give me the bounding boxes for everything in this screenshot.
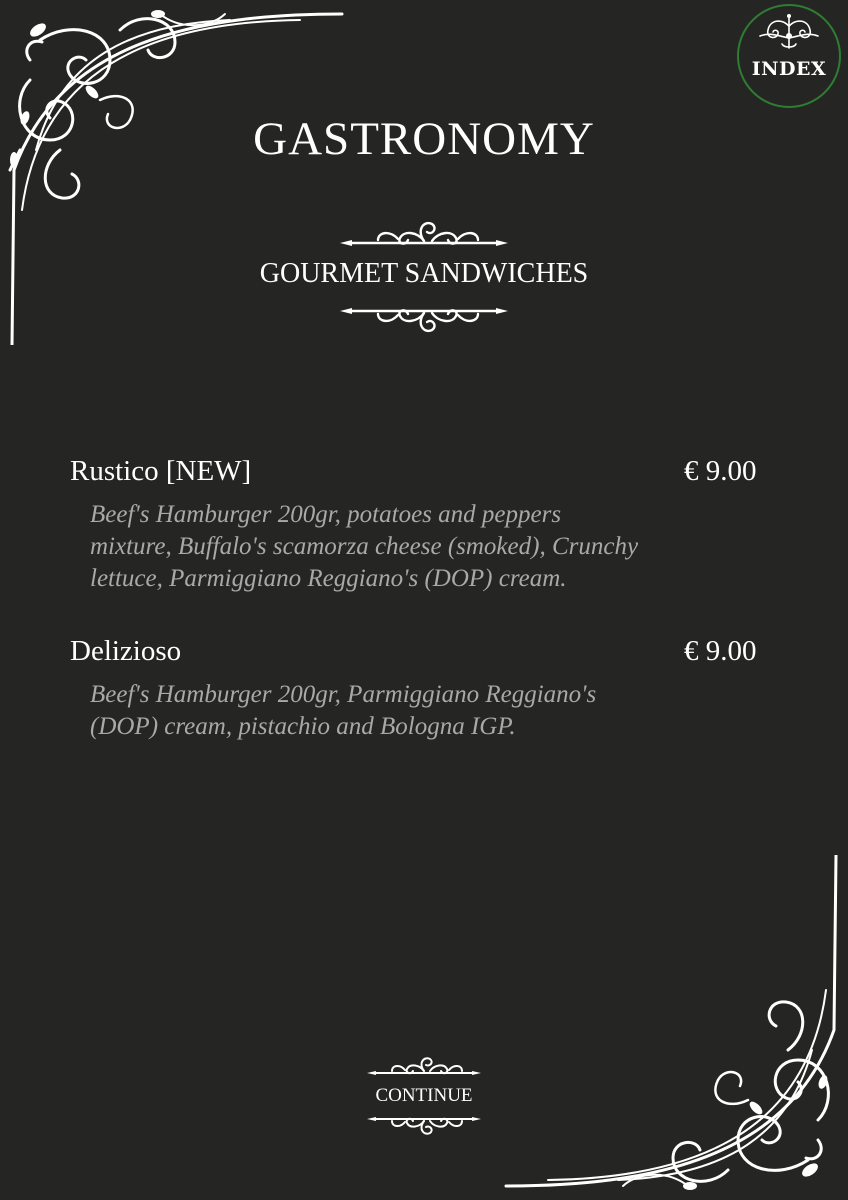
menu-item-description: Beef's Hamburger 200gr, potatoes and peppers mixture, Buffalo's scamorza cheese (smoked), Crunchy lettuce, Parmiggiano Reggiano's (DOP) cream. <box>90 501 639 592</box>
page-title: GASTRONOMY <box>253 113 595 165</box>
menu-item-price: € 9.00 <box>684 635 757 667</box>
index-button[interactable] <box>737 4 841 108</box>
flourish-icon <box>366 1114 482 1140</box>
corner-ornament-bottom-right <box>503 855 848 1200</box>
flourish-divider-top <box>338 214 510 250</box>
continue-button[interactable] <box>366 1052 482 1142</box>
index-label: INDEX <box>751 58 827 80</box>
corner-ornament-top-left <box>0 0 345 345</box>
ornament-icon <box>756 12 822 52</box>
menu-item-description: Beef's Hamburger 200gr, Parmiggiano Reggiano's (DOP) cream, pistachio and Bologna IGP. <box>90 681 597 740</box>
menu-item-name: Rustico [NEW] <box>70 455 252 487</box>
flourish-icon <box>366 1052 482 1078</box>
continue-label: CONTINUE <box>375 1085 473 1106</box>
flourish-divider-bottom <box>338 304 510 340</box>
menu-item-price: € 9.00 <box>684 455 757 487</box>
section-title: GOURMET SANDWICHES <box>259 258 589 289</box>
menu-item-name: Delizioso <box>70 635 182 667</box>
